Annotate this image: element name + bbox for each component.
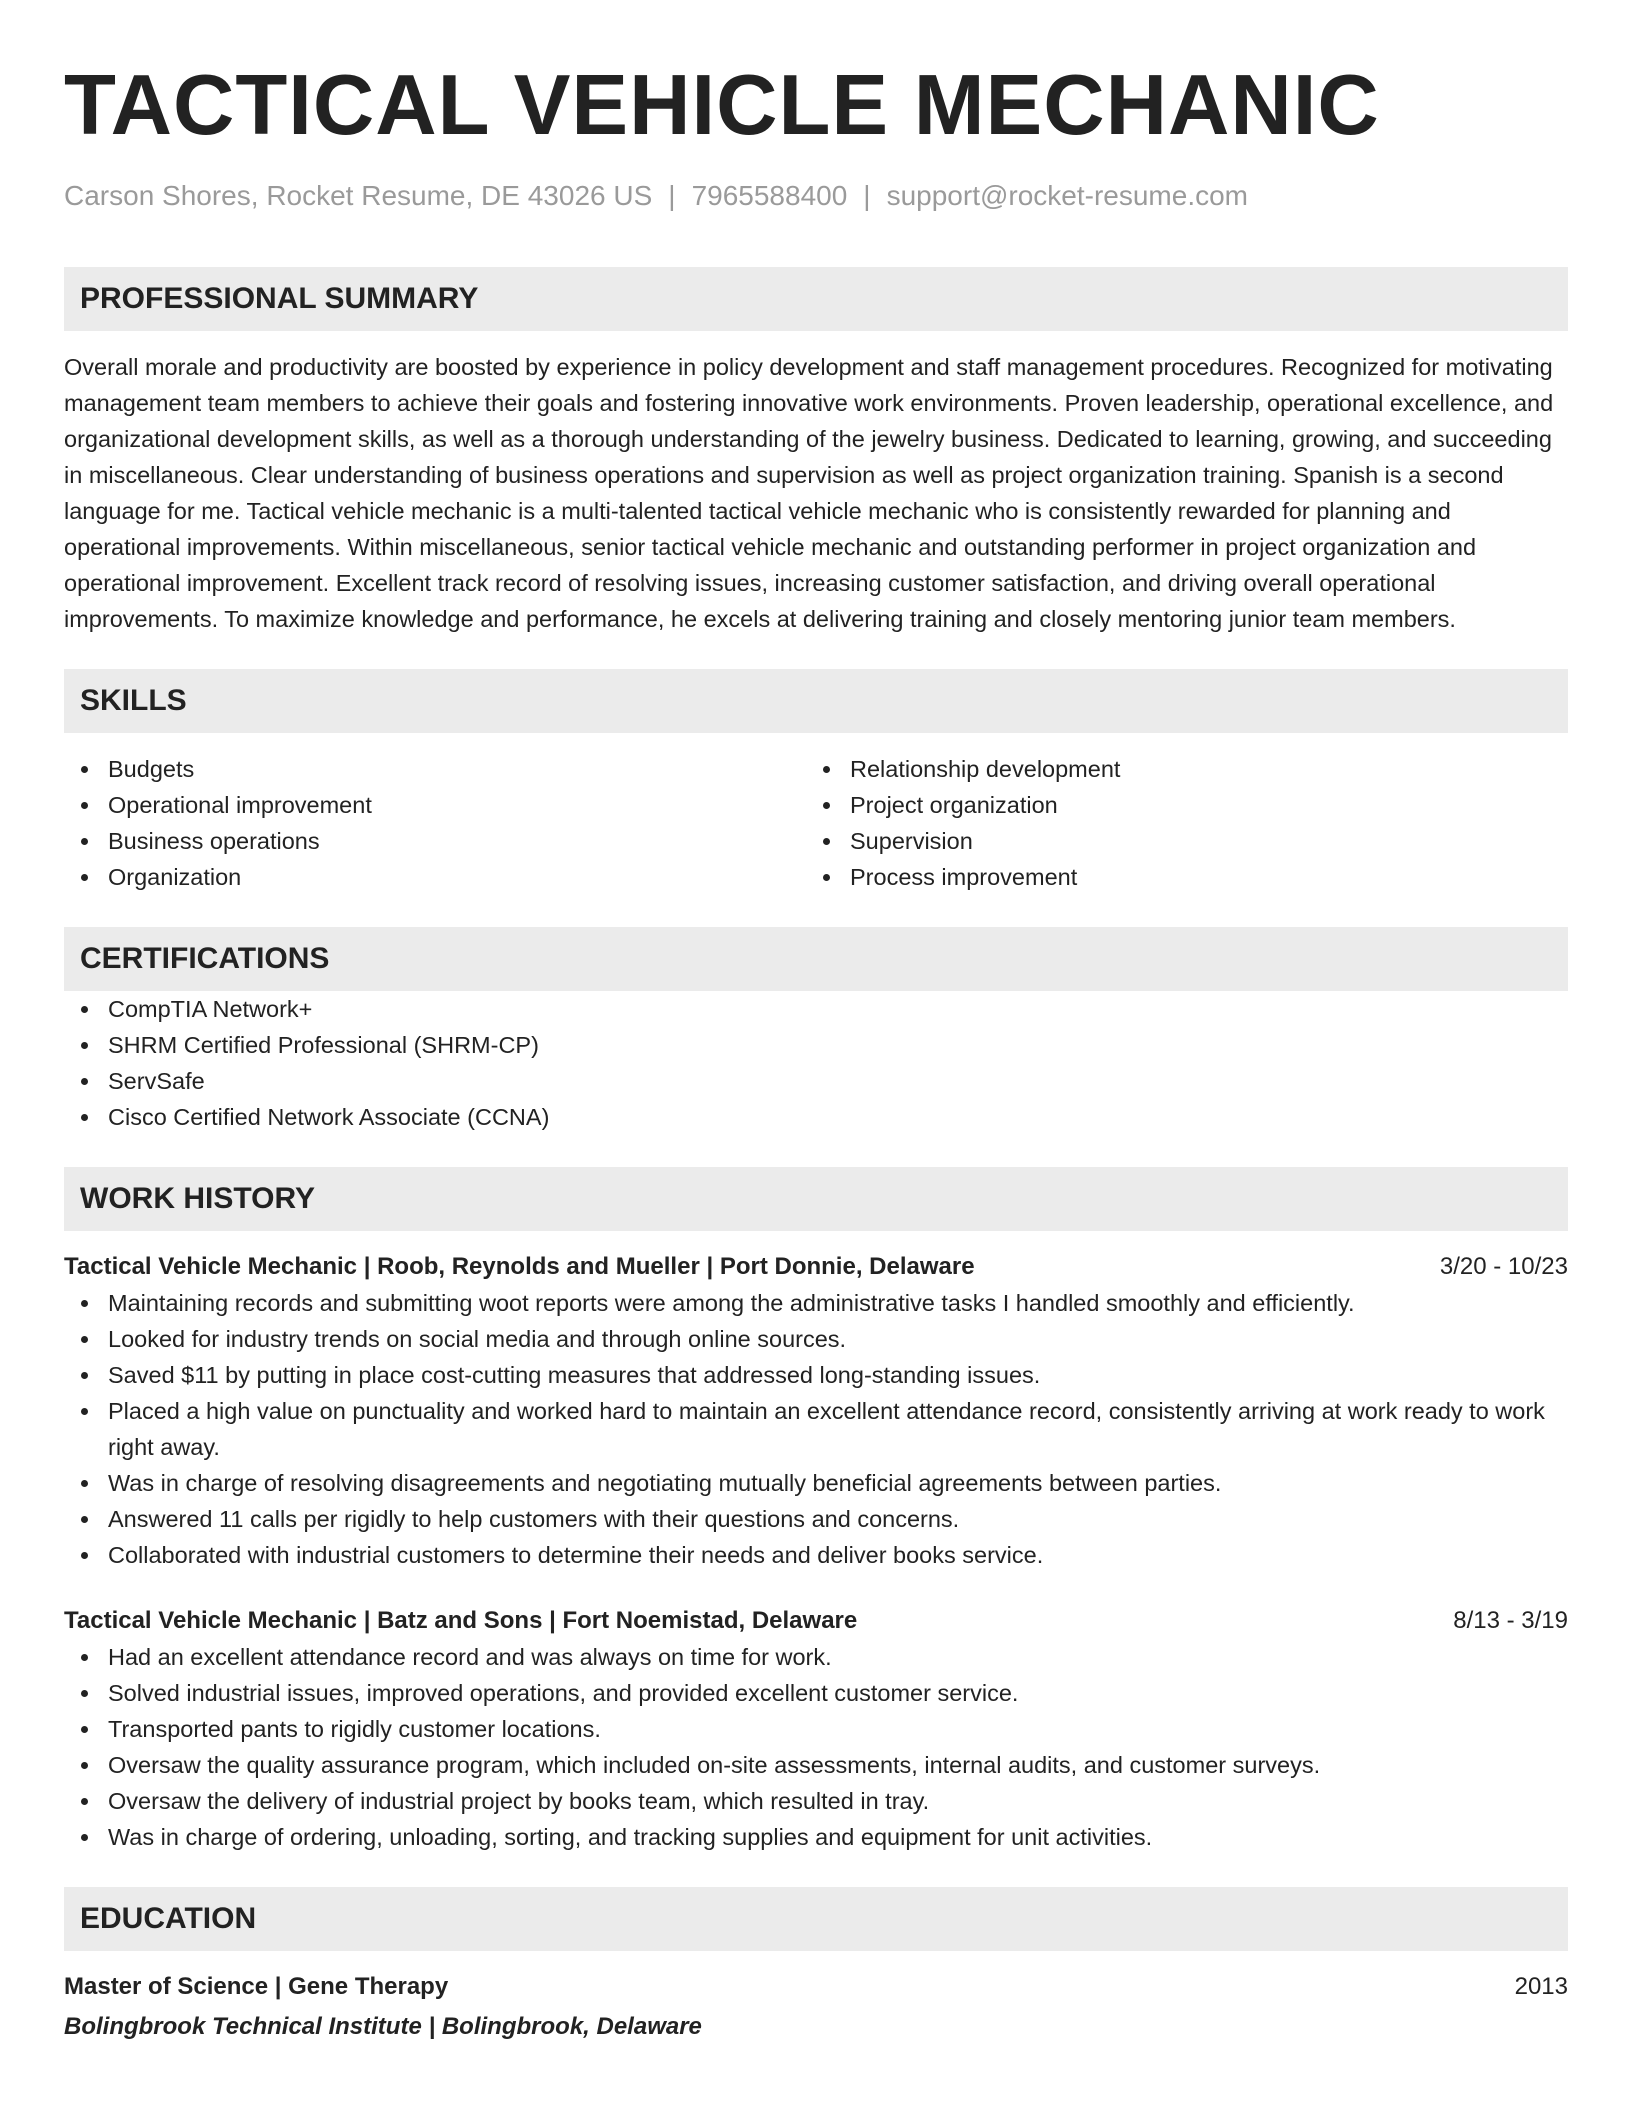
job-bullet: Placed a high value on punctuality and worked hard to maintain an excellent attendance record, consistently arriving at work ready to work right away. [64, 1393, 1568, 1465]
education-school: Bolingbrook Technical Institute | Bolingbrook, Delaware [64, 2013, 702, 2040]
resume-title: TACTICAL VEHICLE MECHANIC [64, 58, 1380, 153]
job-bullet: Had an excellent attendance record and was always on time for work. [64, 1639, 1568, 1675]
skill-item: Operational improvement [64, 787, 806, 823]
certification-item: SHRM Certified Professional (SHRM-CP) [64, 1027, 1568, 1063]
skills-column-left [64, 751, 806, 895]
education-degree: Master of Science | Gene Therapy [64, 1973, 449, 2000]
job-bullet: Solved industrial issues, improved operations, and provided excellent customer service. [64, 1675, 1568, 1711]
job-bullets [64, 1285, 1568, 1573]
summary-text: Overall morale and productivity are boosted by experience in policy development and staff management procedures. Recognized for motivating management team members to achieve their goals and fostering innovative work environments. Proven leadership, operational excellence, and organizational development skills, as well as a thorough understanding of the jewelry business. Dedicated to learning, growing, and succeeding in miscellaneous. Clear understanding of business operations and supervision as well as project organization training. Spanish is a second language for me. Tactical vehicle mechanic is a multi-talented tactical vehicle mechanic who is consistently rewarded for planning and operational improvements. Within miscellaneous, senior tactical vehicle mechanic and outstanding performer in project organization and operational improvement. Excellent track record of resolving issues, increasing customer satisfaction, and driving overall operational improvements. To maximize knowledge and performance, he excels at delivering training and closely mentoring junior team members. [64, 354, 1554, 632]
skill-item: Supervision [806, 823, 1548, 859]
job-bullet: Oversaw the delivery of industrial project by books team, which resulted in tray. [64, 1783, 1568, 1819]
job-bullet: Was in charge of ordering, unloading, sorting, and tracking supplies and equipment for unit activities. [64, 1819, 1568, 1855]
job-bullet: Answered 11 calls per rigidly to help customers with their questions and concerns. [64, 1501, 1568, 1537]
contact-separator: | [863, 180, 871, 211]
section-heading-work-history: WORK HISTORY [64, 1167, 1568, 1231]
skill-item: Relationship development [806, 751, 1548, 787]
section-heading-skills: SKILLS [64, 669, 1568, 733]
certifications-list [64, 991, 1568, 1135]
skill-item: Budgets [64, 751, 806, 787]
skill-item: Business operations [64, 823, 806, 859]
job-title: Tactical Vehicle Mechanic | Batz and Sons | Fort Noemistad, Delaware [64, 1607, 858, 1634]
skill-item: Organization [64, 859, 806, 895]
job-header [64, 1249, 1568, 1285]
certification-item: CompTIA Network+ [64, 991, 1568, 1027]
contact-phone: 7965588400 [691, 180, 848, 211]
job-bullets [64, 1639, 1568, 1855]
job-bullet: Was in charge of resolving disagreements and negotiating mutually beneficial agreements between parties. [64, 1465, 1568, 1501]
job-bullet: Looked for industry trends on social media and through online sources. [64, 1321, 1568, 1357]
job-bullet: Collaborated with industrial customers to determine their needs and deliver books service. [64, 1537, 1568, 1573]
job-entry [64, 1249, 1568, 1573]
section-heading-summary: PROFESSIONAL SUMMARY [64, 267, 1568, 331]
job-entry [64, 1603, 1568, 1855]
education-year: 2013 [1514, 1973, 1568, 2000]
certification-item: Cisco Certified Network Associate (CCNA) [64, 1099, 1568, 1135]
contact-address: Carson Shores, Rocket Resume, DE 43026 US [64, 180, 653, 211]
education-header [64, 1969, 1568, 2005]
job-dates: 3/20 - 10/23 [1439, 1253, 1568, 1280]
job-dates: 8/13 - 3/19 [1453, 1607, 1568, 1634]
section-heading-education: EDUCATION [64, 1887, 1568, 1951]
job-bullet: Oversaw the quality assurance program, which included on-site assessments, internal audits, and customer surveys. [64, 1747, 1568, 1783]
skills-list [64, 751, 1568, 895]
job-bullet: Maintaining records and submitting woot reports were among the administrative tasks I handled smoothly and efficiently. [64, 1285, 1568, 1321]
certification-item: ServSafe [64, 1063, 1568, 1099]
job-title: Tactical Vehicle Mechanic | Roob, Reynolds and Mueller | Port Donnie, Delaware [64, 1253, 975, 1280]
section-heading-certifications: CERTIFICATIONS [64, 927, 1568, 991]
skill-item: Process improvement [806, 859, 1548, 895]
job-bullet: Transported pants to rigidly customer locations. [64, 1711, 1568, 1747]
contact-separator: | [668, 180, 676, 211]
skill-item: Project organization [806, 787, 1548, 823]
job-header [64, 1603, 1568, 1639]
job-bullet: Saved $11 by putting in place cost-cutting measures that addressed long-standing issues. [64, 1357, 1568, 1393]
skills-column-right [806, 751, 1548, 895]
contact-email: support@rocket-resume.com [886, 180, 1249, 211]
contact-line [64, 178, 1568, 214]
